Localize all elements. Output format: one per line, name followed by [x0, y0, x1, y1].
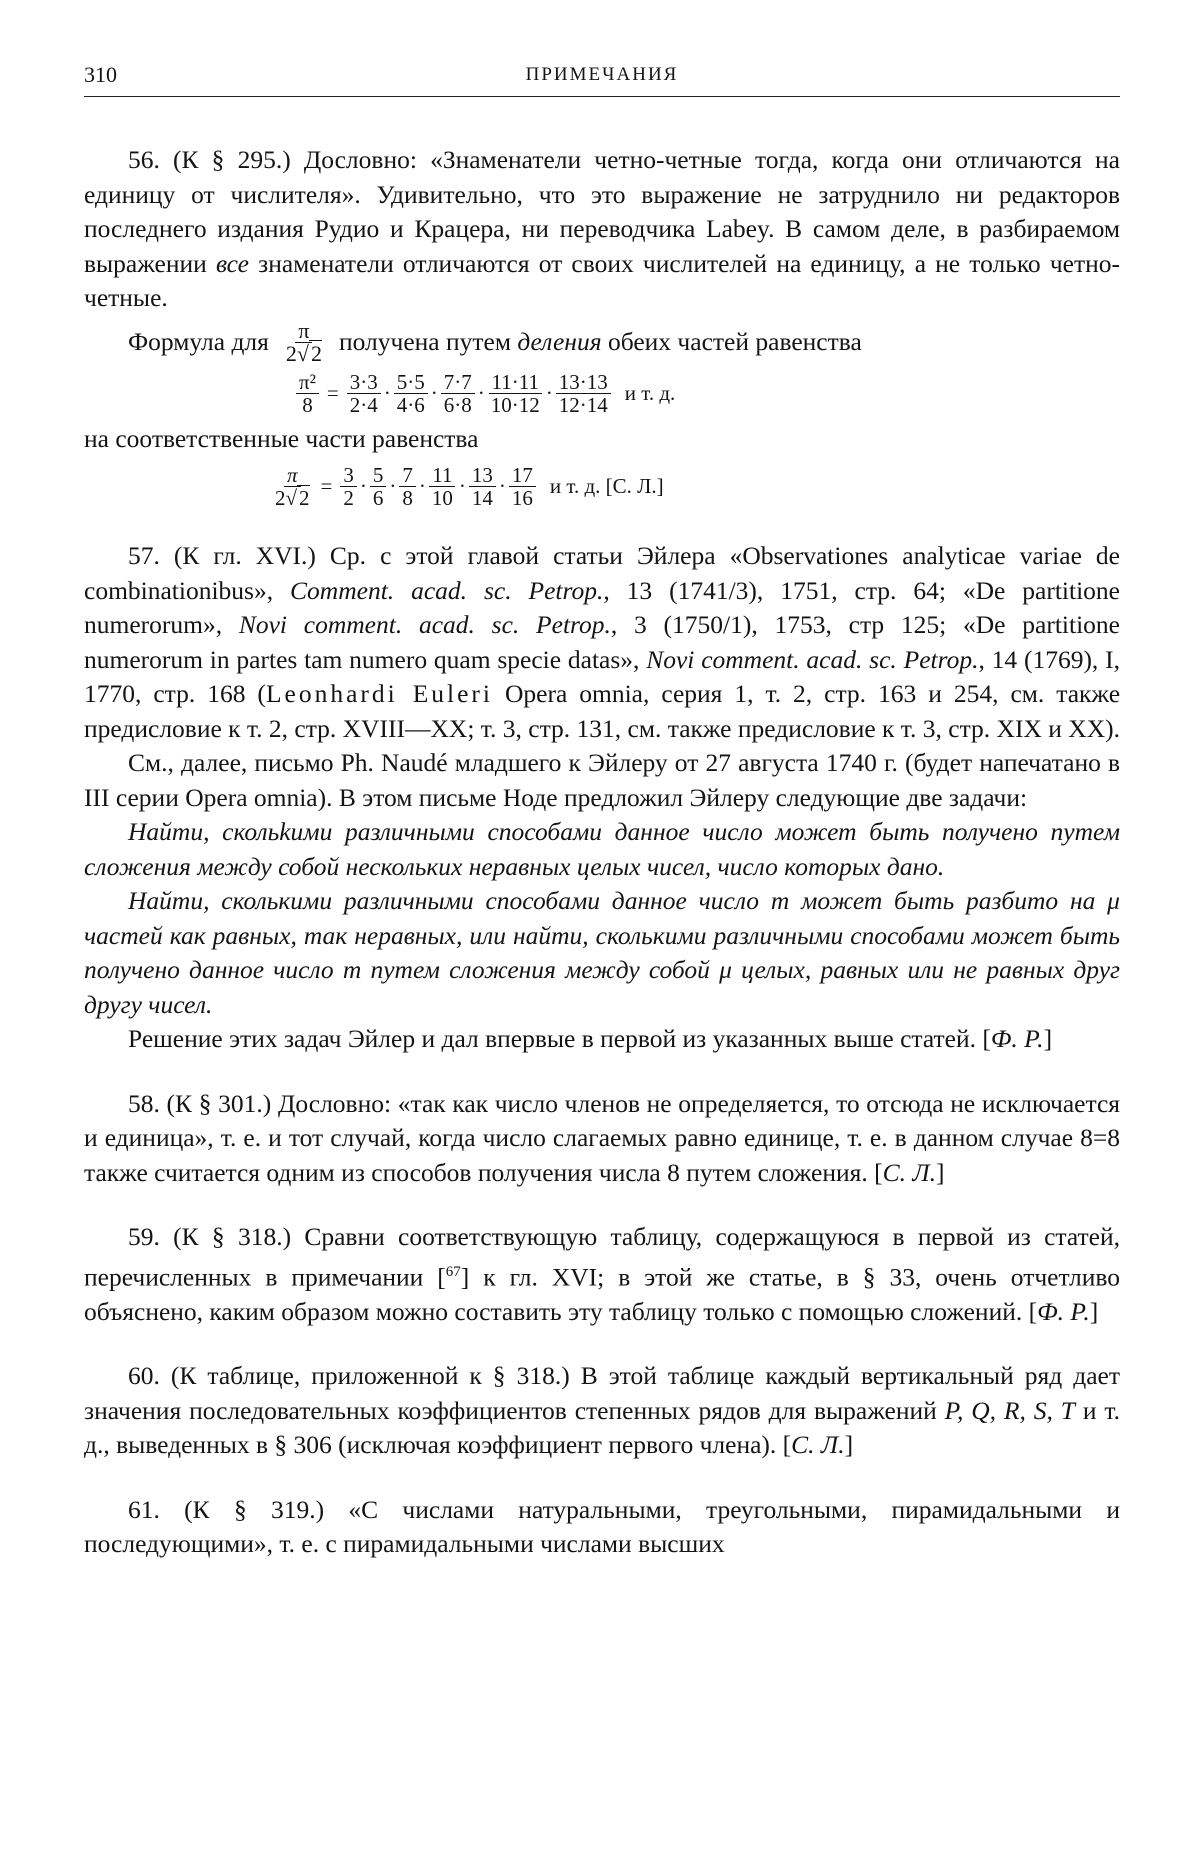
running-head: ПРИМЕЧАНИЯ: [525, 64, 679, 85]
eq2-term-dot: ·: [418, 474, 426, 499]
equation-2-lhs: [272, 464, 313, 509]
equals-sign: =: [326, 380, 339, 405]
note-58: [84, 1087, 1120, 1191]
note-59-signature: Ф. Р.: [1037, 1296, 1090, 1326]
note-56-formula-line: [84, 317, 1120, 366]
eq1-term-numerator: 5·5: [394, 371, 428, 394]
eq1-term-numerator: 3·3: [347, 371, 381, 394]
eq2-term-fraction: [509, 464, 536, 509]
eq1-term-numerator: 11·11: [489, 371, 542, 394]
page-header: [84, 60, 1120, 97]
formula-prefix: Формула для: [128, 326, 269, 356]
formula-middle: [339, 325, 862, 360]
eq1-term-numerator: 13·13: [556, 371, 611, 394]
eq1-term-dot: ·: [430, 380, 438, 405]
note-57-signature: Ф. Р.: [990, 1024, 1044, 1053]
note-57-p5: [84, 1022, 1120, 1057]
formula-middle-b: обеих частей равенства: [601, 326, 862, 356]
note-57-p2: См., далее, письмо Ph. Naudé младшего к Эйлеру от 27 августа 1740 г. (будет напечатано в III серии Opera omnia). В этом письме Ноде предложил Эйлеру следующие две задачи:: [84, 748, 1120, 812]
note-60-signature: С. Л.: [791, 1430, 845, 1459]
eq1-term-dot: ·: [383, 380, 391, 405]
eq1-term-denominator: 6·8: [443, 392, 472, 417]
equation-1-lhs-den: 8: [302, 392, 313, 417]
note-59: [84, 1220, 1120, 1329]
note-59-text-b: ] к гл. XVI; в этой же статье, в § 33, очень отчетливо объяснено, каким образом можно составить эту таблицу только с помощью сложений. [: [84, 1262, 1120, 1326]
formula-middle-emphasis: деления: [517, 326, 602, 356]
eq2-term-fraction: [340, 464, 357, 509]
note-57-p1-c: , 3 (1750/1), 1753, стр 125; «De partitione numerorum in partes tam numero quam specie datas»,: [84, 610, 1120, 674]
note-57-problem-2: Найти, сколькими различными способами данное число m может быть разбито на μ частей как равных, так неравных, или найти, сколькими различными способами может быть получено данное число m путем сложения между собой μ целых, равных или не равных друг другу чисел.: [84, 886, 1120, 1019]
note-59-text-a: 59. (К § 318.) Сравни соответствующую таблицу, содержащуюся в первой из статей, перечисленных в примечании [: [84, 1222, 1120, 1291]
eq2-term-fraction: [370, 464, 387, 509]
eq1-term-fraction: [441, 371, 475, 416]
note-60-close: ]: [844, 1430, 854, 1459]
eq2-term-denominator: 6: [372, 486, 384, 510]
note-57-p5-a: Решение этих задач Эйлер и дал впервые в первой из указанных выше статей. [: [128, 1024, 991, 1053]
equation-1-lhs: [296, 371, 319, 416]
note-57-problem-1: Найти, скольkими различными способами данное число может быть получено путем сложения между собой нескольких неравных целых чисел, число которых дано.: [84, 817, 1120, 881]
author-name-spaced: Leonhardi Euleri: [265, 679, 494, 708]
note-56-text: [84, 143, 1120, 316]
fraction-numerator: π: [295, 320, 312, 343]
journal-ref-2: Novi comment. acad. sc. Petrop.: [238, 610, 611, 639]
eq2-term-numerator: 17: [509, 464, 536, 487]
eq2-term-numerator: 11: [429, 464, 455, 487]
eq2-term-fraction: [429, 464, 456, 509]
note-57-p1-e: Opera omnia, серия 1, т. 2, стр. 163 и 254, см. также предисловие к т. 2, стр. XVIII—XX; т. 3, стр. 131, см. также предисловие к т. 3, стр. XIX и XX).: [84, 679, 1121, 743]
note-60-text-a: 60. (К таблице, приложенной к § 318.) В этой таблице каждый вертикальный ряд дает значения последовательных коэффициентов степенных рядов для выражений: [84, 1361, 1120, 1425]
equation-2-lhs-num: π: [284, 464, 301, 487]
page: [84, 60, 1120, 1562]
equation-2-lhs-den: 2√2: [275, 486, 310, 510]
note-57-p5-b: ]: [1043, 1024, 1053, 1053]
den-radicand: 2: [310, 340, 322, 366]
equation-2-terms: [338, 464, 538, 509]
formula-middle-a: получена путем: [338, 326, 518, 356]
den-coefficient: 2: [275, 486, 286, 510]
eq1-term-denominator: 2·4: [349, 392, 378, 417]
eq1-term-denominator: 10·12: [490, 392, 540, 417]
eq1-term-dot: ·: [477, 380, 485, 405]
note-58-close: ]: [936, 1157, 945, 1187]
den-coefficient: 2: [285, 340, 297, 366]
note-57-p1-d: , 14 (1769), I, 1770, стр. 168 (: [84, 644, 1120, 708]
equation-2-tail: и т. д. [С. Л.]: [549, 474, 664, 499]
journal-ref-3: Novi comment. acad. sc. Petrop.: [646, 644, 979, 674]
eq2-term-numerator: 7: [399, 464, 416, 487]
note-58-signature: С. Л.: [882, 1157, 937, 1187]
eq1-term-fraction: [556, 371, 611, 416]
equation-1: [294, 371, 1120, 416]
note-56-part2: знаменатели отличаются от своих числителей на единицу, а не только четно-четные.: [84, 248, 1121, 312]
equation-1-terms: [345, 371, 613, 416]
eq2-term-denominator: 14: [471, 486, 493, 510]
note-59-reference: 67: [445, 1263, 461, 1280]
note-58-text: 58. (К § 301.) Дословно: «так как число членов не определяется, то отсюда не исключается и единица», т. е. и тот случай, когда число слагаемых равно единице, т. е. в данном случае 8=8 также считается одним из способов получения числа 8 путем сложения. [: [84, 1088, 1120, 1187]
notes-body: [84, 143, 1120, 1562]
note-57-p1-a: 57. (К гл. XVI.) Ср. с этой главой статьи Эйлера «Observationes analyticae variae de combinationibus»,: [84, 541, 1120, 605]
equation-1-tail: и т. д.: [624, 380, 676, 405]
fraction-pi-over-2sqrt2: [283, 317, 325, 366]
equation-2: [270, 464, 1120, 509]
note-56-part1: 56. (К § 295.) Дословно: «Знаменатели четно-четные тогда, когда они отличаются на единицу от числителя». Удивительно, что это выражение не затруднило ни редакторов последнего издания Рудио и Крацера, ни переводчика Labey. В самом деле, в разбираемом выражении: [84, 145, 1120, 278]
page-number: 310: [84, 62, 117, 87]
eq2-term-dot: ·: [359, 474, 367, 499]
eq2-term-numerator: 3: [340, 464, 357, 487]
note-60-text-b: и т. д., выведенных в § 306 (исключая коэффициент первого члена). [: [84, 1395, 1120, 1459]
eq2-term-denominator: 2: [343, 486, 354, 510]
den-radicand: 2: [299, 486, 310, 510]
note-57-p1: [84, 539, 1120, 746]
eq2-term-denominator: 10: [431, 486, 453, 510]
journal-ref-1: Comment. acad. sc. Petrop.: [290, 575, 604, 605]
eq1-term-fraction: [488, 371, 543, 416]
eq2-term-denominator: 16: [511, 486, 533, 510]
eq2-term-fraction: [399, 464, 416, 509]
eq1-term-denominator: 4·6: [396, 392, 425, 417]
eq2-term-denominator: 8: [402, 486, 413, 510]
fraction-denominator: 2√2: [285, 340, 322, 366]
note-60-variables: P, Q, R, S, T: [944, 1395, 1075, 1425]
note-61: 61. (К § 319.) «С числами натуральными, треугольными, пирамидальными и последующими», т. е. с пирамидальными числами высших: [84, 1494, 1120, 1558]
note-56-emphasis: все: [215, 248, 249, 278]
note-60: [84, 1359, 1120, 1463]
eq2-term-dot: ·: [498, 474, 506, 499]
eq1-term-dot: ·: [545, 380, 553, 405]
equals-sign: =: [320, 474, 333, 499]
equation-1-lhs-num: π²: [296, 371, 319, 394]
note-56-between: на соответственные части равенства: [84, 423, 479, 453]
eq2-term-dot: ·: [458, 474, 466, 499]
eq1-term-numerator: 7·7: [441, 371, 475, 394]
note-59-close: ]: [1089, 1296, 1099, 1326]
eq1-term-fraction: [347, 371, 381, 416]
eq2-term-numerator: 13: [469, 464, 496, 487]
note-57-p1-b: , 13 (1741/3), 1751, стр. 64; «De partitione numerorum»,: [84, 575, 1120, 639]
eq2-term-numerator: 5: [370, 464, 387, 487]
eq2-term-fraction: [469, 464, 496, 509]
eq1-term-fraction: [394, 371, 428, 416]
eq2-term-dot: ·: [389, 474, 397, 499]
eq1-term-denominator: 12·14: [558, 392, 608, 417]
